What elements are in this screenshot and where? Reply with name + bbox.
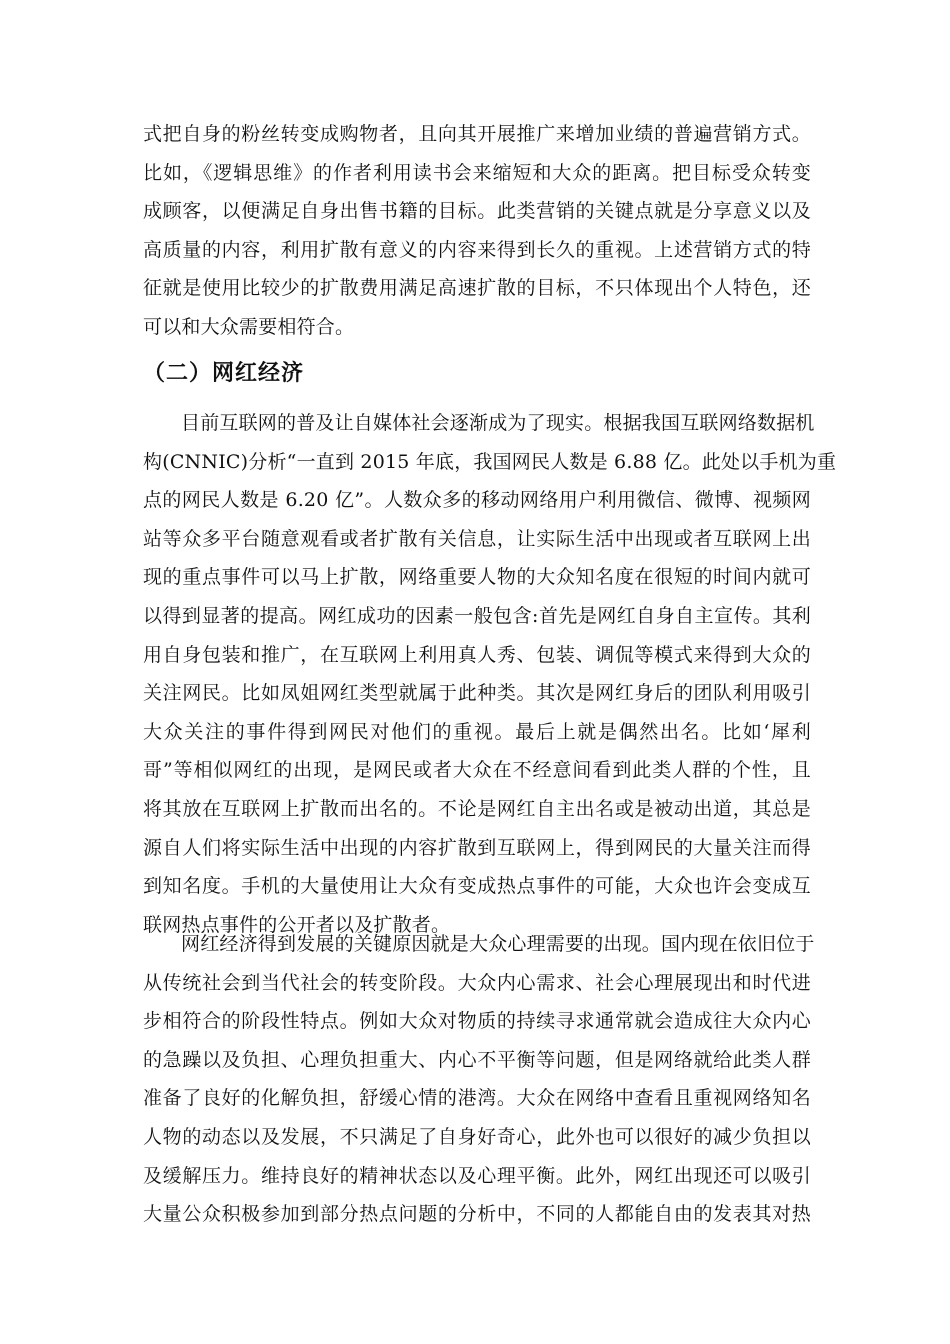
text-line: 联网热点事件的公开者以及扩散者。 [143,913,451,936]
section-heading: （二）网红经济 [143,361,305,386]
text-line: 站等众多平台随意观看或者扩散有关信息，让实际生活中出现或者互联网上出 [143,527,811,550]
text-line: 源自人们将实际生活中出现的内容扩散到互联网上，得到网民的大量关注而得 [143,836,811,859]
text-line: 高质量的内容，利用扩散有意义的内容来得到长久的重视。上述营销方式的特 [143,238,811,261]
text-line: 征就是使用比较少的扩散费用满足高速扩散的目标，不只体现出个人特色，还 [143,277,811,300]
text-line: 目前互联网的普及让自媒体社会逐渐成为了现实。根据我国互联网络数据机 [181,412,815,434]
text-line: 关注网民。比如凤姐网红类型就属于此种类。其次是网红身后的团队利用吸引 [143,682,811,705]
text-line: 网红经济得到发展的关键原因就是大众心理需要的出现。国内现在依旧位于 [181,933,815,955]
text-line: 点的网民人数是 6.20 亿”。人数众多的移动网络用户利用微信、微博、视频网 [143,489,811,512]
text-line: 的急躁以及负担、心理负担重大、内心不平衡等问题，但是网络就给此类人群 [143,1048,811,1071]
text-line: 大量公众积极参加到部分热点问题的分析中，不同的人都能自由的发表其对热 [143,1203,811,1226]
text-line: 从传统社会到当代社会的转变阶段。大众内心需求、社会心理展现出和时代进 [143,971,811,994]
text-line: 哥”等相似网红的出现，是网民或者大众在不经意间看到此类人群的个性，且 [143,759,811,782]
text-line: 人物的动态以及发展，不只满足了自身好奇心，此外也可以很好的减少负担以 [143,1125,811,1148]
text-line: 现的重点事件可以马上扩散，网络重要人物的大众知名度在很短的时间内就可 [143,566,811,589]
text-line: 构(CNNIC)分析“一直到 2015 年底，我国网民人数是 6.88 亿。此处以手机为重 [143,450,837,473]
text-line: 以得到显著的提高。网红成功的因素一般包含:首先是网红自身自主宣传。其利 [143,604,811,627]
text-line: 式把自身的粉丝转变成购物者，且向其开展推广来增加业绩的普遍营销方式。 [143,123,811,145]
text-line: 用自身包装和推广，在互联网上利用真人秀、包装、调侃等模式来得到大众的 [143,643,811,666]
text-line: 及缓解压力。维持良好的精神状态以及心理平衡。此外，网红出现还可以吸引 [143,1164,811,1187]
text-line: 大众关注的事件得到网民对他们的重视。最后上就是偶然出名。比如‘犀利 [143,720,811,743]
text-line: 可以和大众需要相符合。 [143,315,355,338]
text-line: 成顾客，以便满足自身出售书籍的目标。此类营销的关键点就是分享意义以及 [143,200,811,223]
text-line: 步相符合的阶段性特点。例如大众对物质的持续寻求通常就会造成往大众内心 [143,1010,811,1033]
intro-paragraph [143,115,811,347]
text-line: 准备了良好的化解负担，舒缓心情的港湾。大众在网络中查看且重视网络知名 [143,1087,811,1110]
paragraph-2 [143,925,815,1234]
text-line: 到知名度。手机的大量使用让大众有变成热点事件的可能，大众也许会变成互 [143,875,811,898]
text-line: 比如，《逻辑思维》的作者利用读书会来缩短和大众的距离。把目标受众转变 [143,161,811,184]
text-line: 将其放在互联网上扩散而出名的。不论是网红自主出名或是被动出道，其总是 [143,797,811,820]
